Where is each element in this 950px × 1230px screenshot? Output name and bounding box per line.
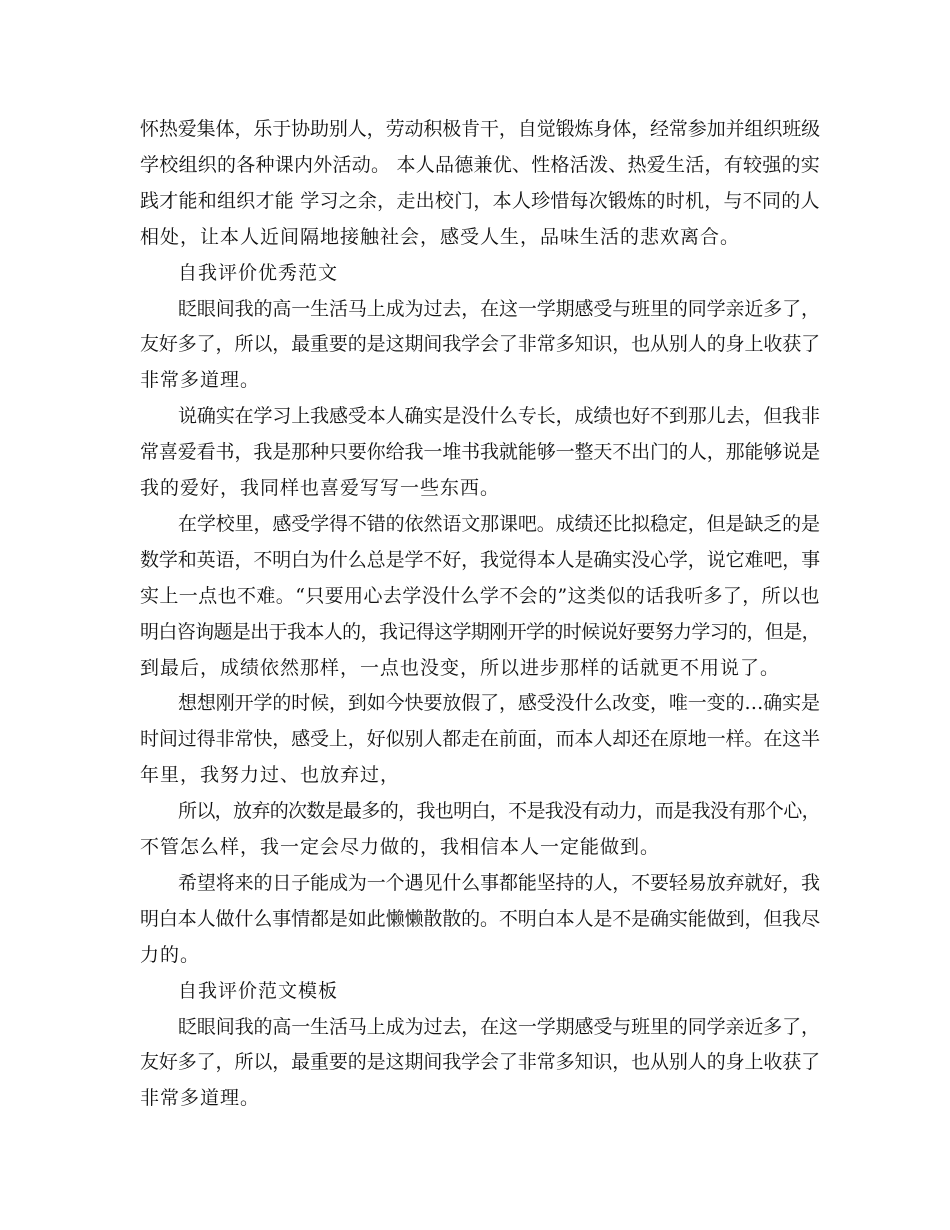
text-line: 希望将来的日子能成为一个遇见什么事都能坚持的人，不要轻易放弃就好，我: [178, 872, 820, 894]
text-line: 明白本人做什么事情都是如此懒懒散散的。不明白本人是不是确实能做到，但我尽: [140, 908, 821, 930]
text-line: 眨眼间我的高一生活马上成为过去，在这一学期感受与班里的同学亲近多了，: [178, 1016, 820, 1038]
text-line: 相处，让本人近间隔地接触社会，感受人生，品味生活的悲欢离合。: [140, 226, 741, 248]
text-line: 我的爱好，我同样也喜爱写写一些东西。: [140, 477, 501, 499]
text-line: 践才能和组织才能 学习之余，走出校门，本人珍惜每次锻炼的时机，与不同的人: [140, 190, 820, 212]
text-line: 所以，放弃的次数是最多的，我也明白，不是我没有动力，而是我没有那个心，: [178, 800, 820, 822]
text-line: 非常多道理。: [140, 1087, 261, 1109]
text-line: 友好多了，所以，最重要的是这期间我学会了非常多知识，也从别人的身上收获了: [140, 333, 821, 355]
text-line: 年里，我努力过、也放弃过，: [140, 764, 401, 786]
text-line: 不管怎么样，我一定会尽力做的，我相信本人一定能做到。: [140, 836, 661, 858]
text-line: 时间过得非常快，感受上，好似别人都走在前面，而本人却还在原地一样。在这半: [140, 728, 821, 750]
text-line: 自我评价范文模板: [178, 980, 339, 1002]
text-line: 在学校里，感受学得不错的依然语文那课吧。成绩还比拟稳定，但是缺乏的是: [178, 513, 820, 535]
text-line: 实上一点也不难。“只要用心去学没什么学不会的”这类似的话我听多了，所以也: [140, 585, 820, 607]
text-line: 力的。: [140, 944, 201, 966]
text-line: 友好多了，所以，最重要的是这期间我学会了非常多知识，也从别人的身上收获了: [140, 1051, 821, 1073]
text-line: 非常多道理。: [140, 369, 261, 391]
text-line: 怀热爱集体，乐于协助别人，劳动积极肯干，自觉锻炼身体，经常参加并组织班级: [140, 118, 821, 140]
text-line: 自我评价优秀范文: [178, 262, 339, 284]
text-line: 学校组织的各种课内外活动。 本人品德兼优、性格活泼、热爱生活，有较强的实: [140, 154, 821, 176]
text-line: 眨眼间我的高一生活马上成为过去，在这一学期感受与班里的同学亲近多了，: [178, 298, 820, 320]
text-line: 数学和英语，不明白为什么总是学不好，我觉得本人是确实没心学，说它难吧，事: [140, 549, 821, 571]
text-line: 到最后，成绩依然那样，一点也没变，所以进步那样的话就更不用说了。: [140, 657, 781, 679]
text-line: 想想刚开学的时候，到如今快要放假了，感受没什么改变，唯一变的…确实是: [178, 692, 820, 714]
text-line: 常喜爱看书，我是那种只要你给我一堆书我就能够一整天不出门的人，那能够说是: [140, 441, 821, 463]
text-line: 明白咨询题是出于我本人的，我记得这学期刚开学的时候说好要努力学习的，但是，: [140, 621, 821, 643]
text-line: 说确实在学习上我感受本人确实是没什么专长，成绩也好不到那儿去，但我非: [178, 405, 820, 427]
